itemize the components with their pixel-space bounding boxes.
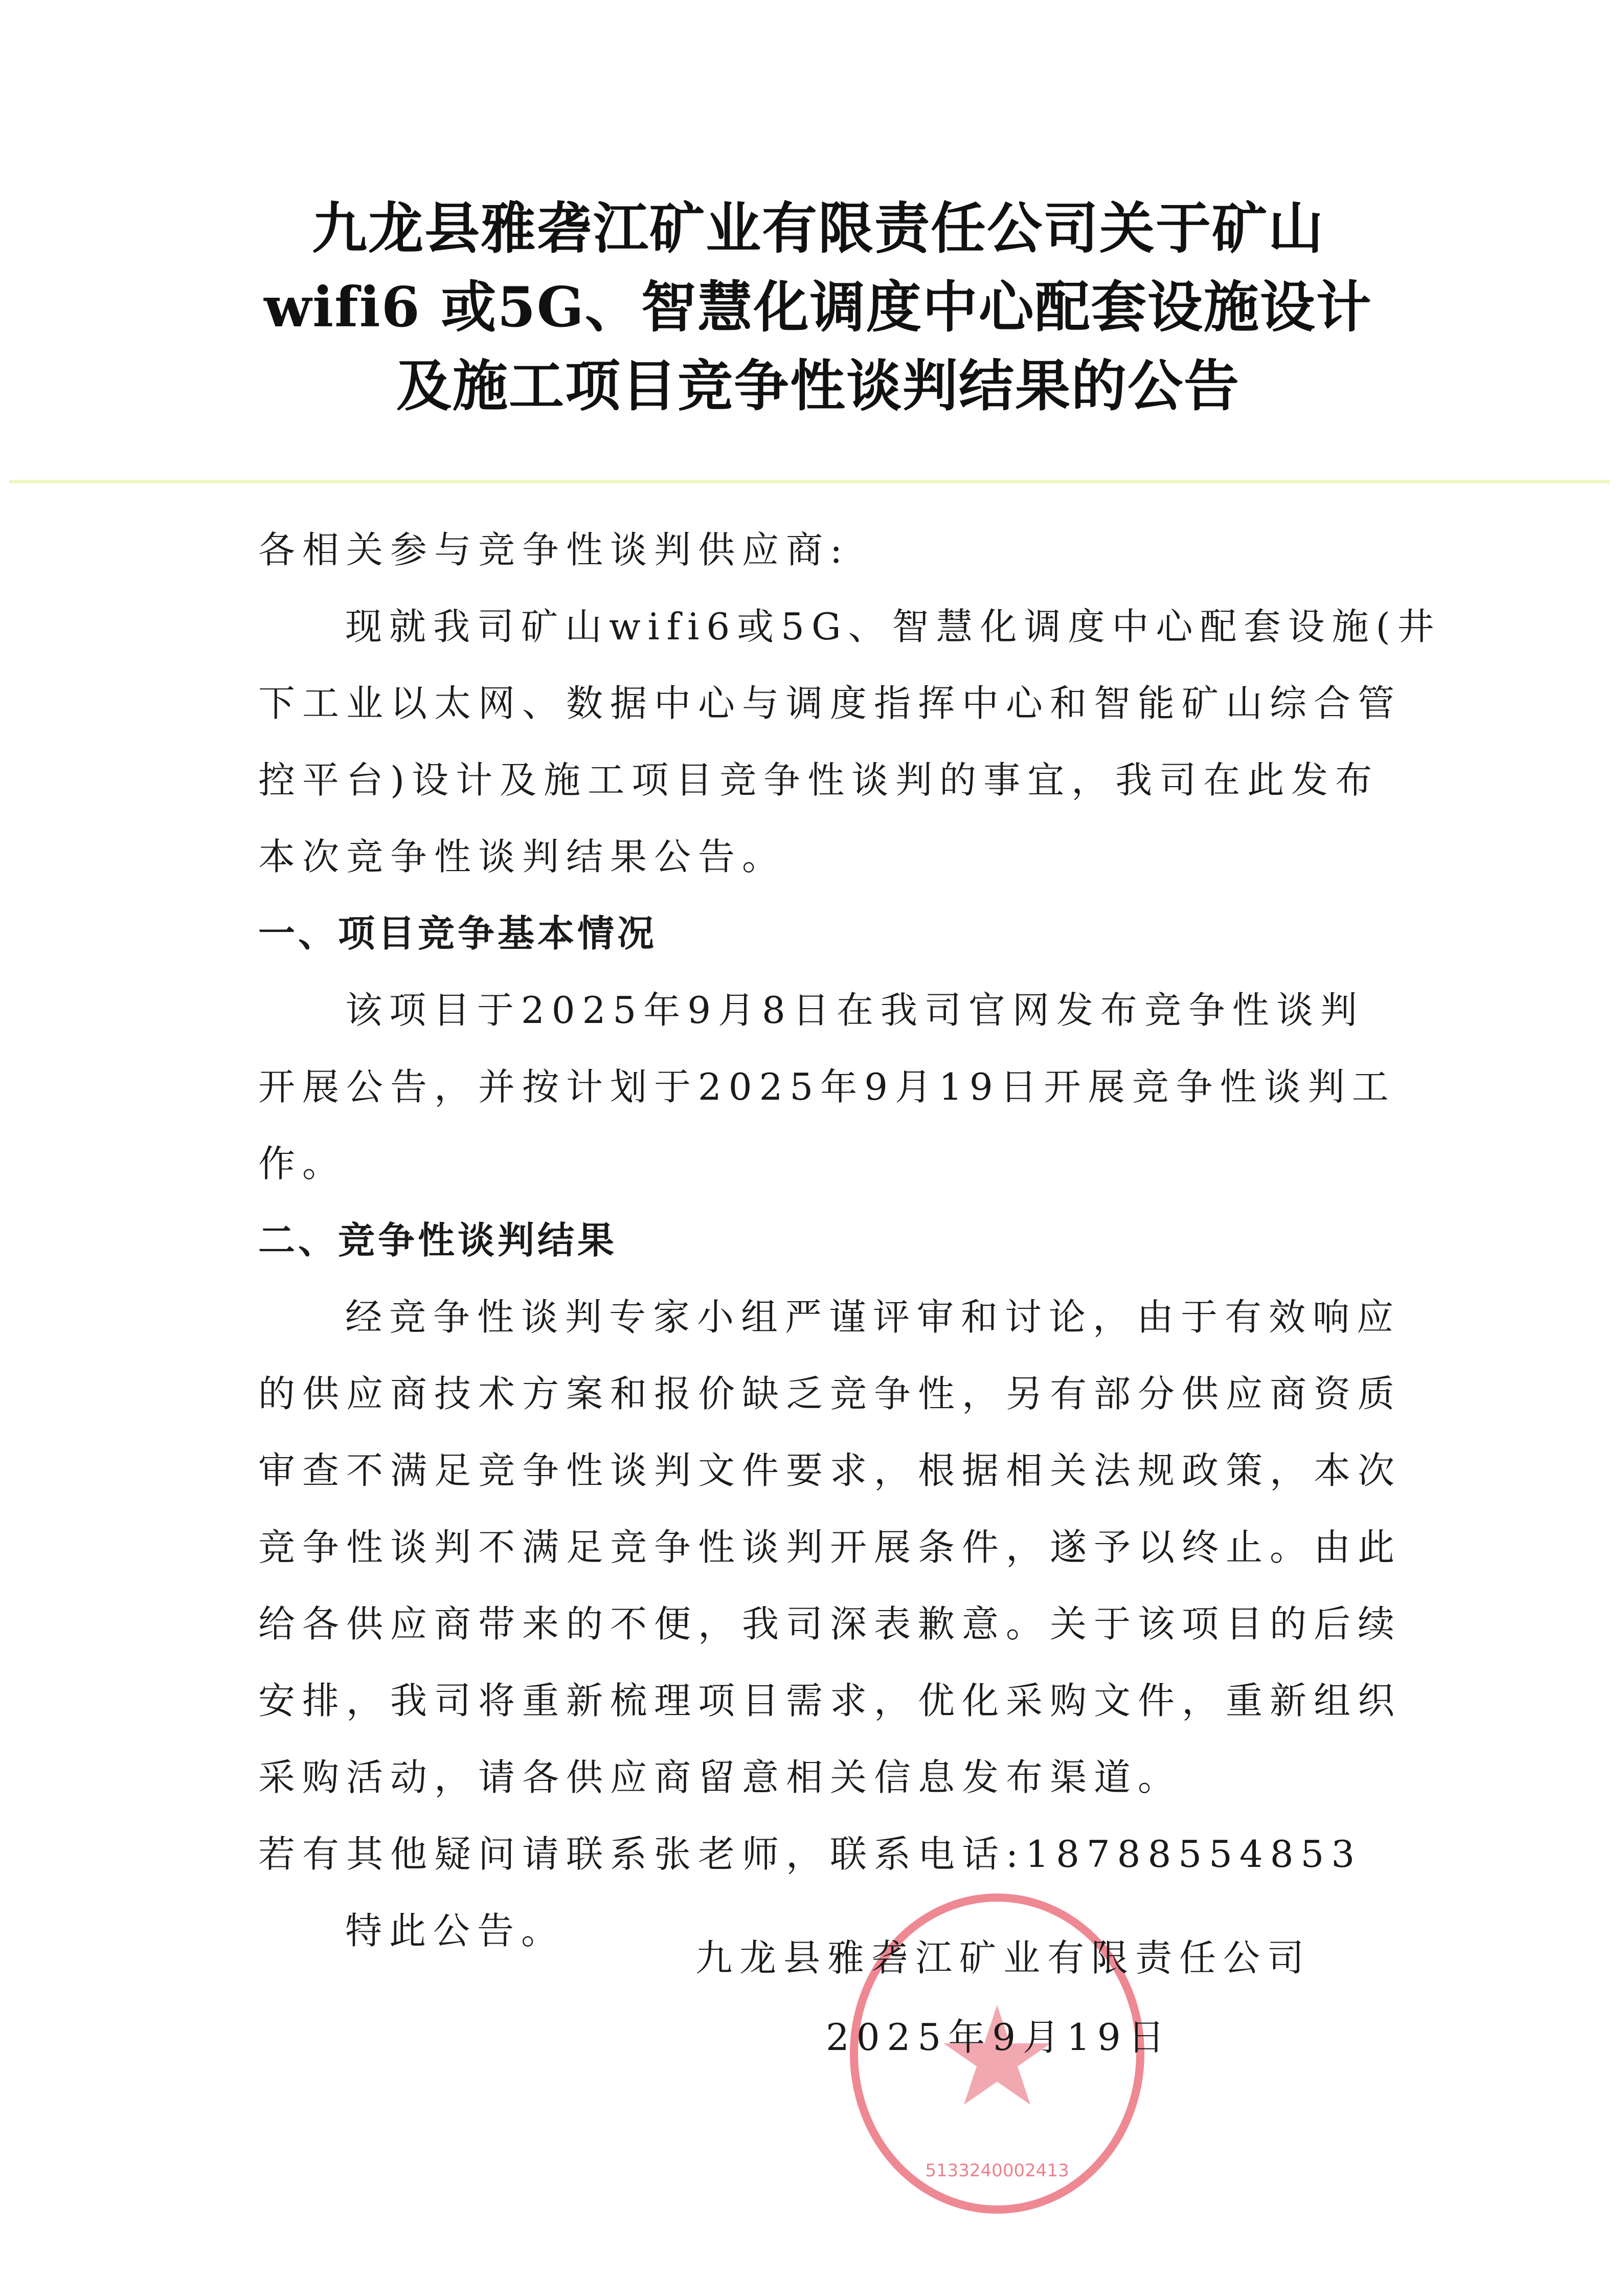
title-line-1: 九龙县雅砻江矿业有限责任公司关于矿山 (311, 196, 1324, 261)
title-line-3: 及施工项目竞争性谈判结果的公告 (396, 354, 1240, 418)
signature-company: 九龙县雅砻江矿业有限责任公司 (695, 1936, 1312, 1979)
section2-line: 安排，我司将重新梳理项目需求，优化采购文件，重新组织 (258, 1679, 1402, 1722)
section2-line: 竞争性谈判不满足竞争性谈判开展条件，遂予以终止。由此 (258, 1526, 1402, 1569)
section2-line: 给各供应商带来的不便，我司深表歉意。关于该项目的后续 (258, 1602, 1402, 1645)
intro-line: 下工业以太网、数据中心与调度指挥中心和智能矿山综合管 (258, 682, 1402, 725)
section-heading-2: 二、竞争性谈判结果 (258, 1219, 618, 1262)
section2-line: 采购活动，请各供应商留意相关信息发布渠道。 (258, 1756, 1182, 1799)
section1-line: 开展公告，并按计划于2025年9月19日开展竞争性谈判工 (258, 1065, 1396, 1108)
closing-text: 特此公告。 (345, 1909, 566, 1952)
section1-line: 该项目于2025年9月8日在我司官网发布竞争性谈判 (345, 989, 1364, 1032)
signature-date: 2025年9月19日 (826, 2016, 1172, 2059)
intro-line: 现就我司矿山wifi6或5G、智慧化调度中心配套设施(井 (345, 605, 1441, 648)
svg-text:5133240002413: 5133240002413 (925, 2160, 1069, 2181)
intro-line: 本次竞争性谈判结果公告。 (258, 835, 786, 878)
document-title (256, 189, 1381, 426)
salutation: 各相关参与竞争性谈判供应商: (258, 528, 850, 571)
header-divider (9, 480, 1610, 483)
section2-line: 的供应商技术方案和报价缺乏竞争性，另有部分供应商资质 (258, 1372, 1402, 1415)
document-body (258, 511, 1441, 1969)
section-heading-1: 一、项目竞争基本情况 (258, 912, 658, 955)
title-line-2: wifi6 或5G、智慧化调度中心配套设施设计 (264, 275, 1372, 340)
contact-line: 若有其他疑问请联系张老师，联系电话:18788554853 (258, 1833, 1362, 1876)
section1-line: 作。 (258, 1142, 347, 1185)
section2-line: 审查不满足竞争性谈判文件要求，根据相关法规政策，本次 (258, 1449, 1402, 1492)
intro-line: 控平台)设计及施工项目竞争性谈判的事宜，我司在此发布 (258, 759, 1380, 801)
section2-line: 经竞争性谈判专家小组严谨评审和讨论，由于有效响应 (345, 1296, 1401, 1339)
